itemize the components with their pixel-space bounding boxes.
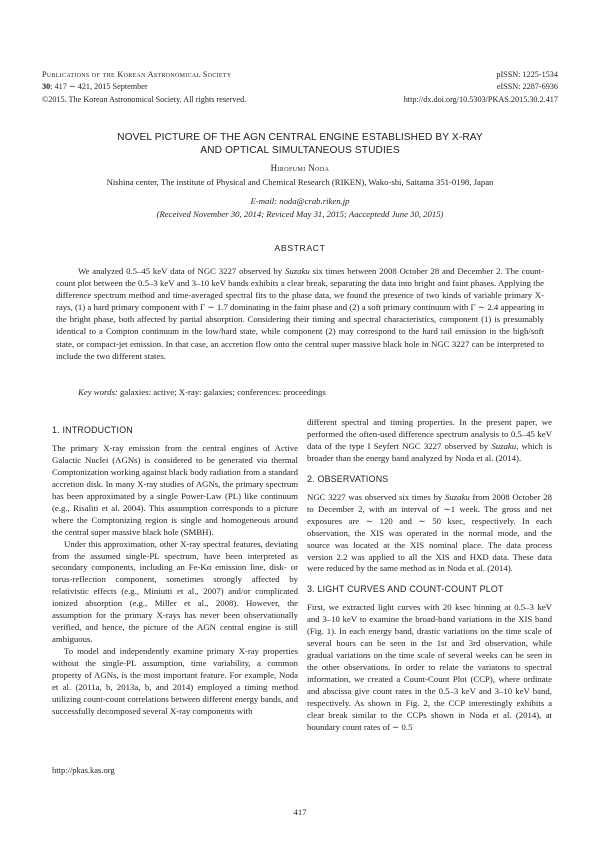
intro-p4-part-1: different spectral and timing properties. In the present paper, we performed the often-used difference spectrum analysis to 0.5–45 keV data of the type I Seyfert NGC 3227 observed by: [307, 417, 552, 451]
intro-paragraph-2: Under this approximation, other X-ray spectral features, deviating from the assumed single-PL spectrum, have been interpreted as secondary components, including an Fe-Kα emission line, disk- or torus-reflection component, sometimes strongly affected by relativistic effects (e.g., Miniutti et al., 2007) and/or complicated ionized absorption (e.g., Miller et al., 2008). However, the assumption for the primary X-rays has never been observationally verified, and hence, the picture of the AGN central engine is still ambiguous.: [52, 538, 298, 645]
pages-date: : 417 ∼ 421, 2015 September: [50, 82, 148, 92]
abstract-part-1: We analyzed 0.5–45 keV data of NGC 3227 observed by: [78, 266, 285, 276]
intro-paragraph-4: [307, 417, 552, 465]
footer-url[interactable]: http://pkas.kas.org: [52, 765, 115, 775]
keywords: [78, 387, 544, 397]
abstract-suzaku: Suzaku: [284, 266, 310, 276]
received-dates: (Received November 30, 2014; Reviced May 31, 2015; Aacceptedd June 30, 2015): [156, 209, 444, 219]
journal-header: [42, 69, 246, 106]
obs-part-1: NGC 3227 was observed six times by: [307, 491, 445, 502]
observations-paragraph: [307, 492, 552, 576]
abstract-text: [56, 265, 544, 362]
left-column: [52, 425, 298, 718]
copyright: ©2015. The Korean Astronomical Society. All rights reserved.: [42, 94, 247, 104]
obs-part-2: from 2008 October 28 to December 2, with an interval of ∼1 week. The gross and net exposures are ∼ 120 and ∼ 50 ksec, respectively. In each observation, the XIS was operated in the normal mode, and the source was located at the XIS nominal place. The data process version 2.2 was applied to all the XIS and HXD data. These data were reduced by the same method as in Noda et al. (2014).: [307, 491, 552, 574]
intro-paragraph-1: The primary X-ray emission from the central engines of Active Galactic Nuclei (AGNs) is considered to be generated via thermal Comptonization working against black body radiation from a standard accretion disk. In many X-ray studies of AGNs, the primary spectrum has been approximated by a single Power-Law (PL) like continuum (e.g., Risaliti et al. 2004). This assumption corresponds to a picture where the Comptonizing region is single and homogeneous around the central super massive black hole (SMBH).: [52, 442, 298, 537]
paper-title: [60, 132, 540, 157]
intro-heading: 1. INTRODUCTION: [52, 425, 133, 435]
intro-p4-suzaku: Suzaku: [491, 440, 517, 451]
abstract-part-2: six times between 2008 October 28 and December 2. The count-count plot between the 0.5–3 keV and 3–10 keV bands exhibits a clear break, separating the data into bright and faint phases. Applying the difference spectrum method and time-averaged spectral fits to the phase data, we found the presence of two kinds of variable primary X-rays, (1) a hard primary component with Γ ∼ 1.7 dominating in the faint phase and (2) a soft primary continuum with Γ ∼ 2.4 appearing in the bright phase, both affected by partial absorption. Considering their timing and spectral characteristics, component (1) is presumably identical to a Compton continuum in the low/hard state, while component (2) may correspond to the hard tail emission in the high/soft state, or compact-jet emission. In that case, an accretion flow onto the central super massive black hole in NGC 3227 can be interpreted to include the two different states.: [56, 266, 545, 361]
affiliation: Nishina center, The institute of Physical and Chemical Research (RIKEN), Wako-shi, Saitama 351-0198, Japan: [106, 177, 494, 187]
abstract-heading: ABSTRACT: [274, 243, 326, 253]
pissn: pISSN: 1225-1534: [496, 70, 558, 79]
author-name: Hirofumi Noda: [270, 163, 330, 173]
keywords-list: galaxies: active; X-ray: galaxies; conferences: proceedings: [117, 387, 326, 397]
author-email[interactable]: E-mail: noda@crab.riken.jp: [250, 196, 350, 206]
volume-number: 30: [42, 82, 51, 92]
intro-p4-part-2: , which is broader than the energy band analyzed by Noda et al. (2014).: [307, 440, 552, 463]
volume-info: [42, 81, 246, 93]
journal-name: Publications of the Korean Astronomical Society: [42, 70, 232, 79]
right-column: [307, 417, 552, 734]
keywords-label: Key words:: [78, 387, 118, 397]
light-curves-paragraph: First, we extracted light curves with 20 ksec binning at 0.5–3 keV and 3–10 keV to examine the broad-band variations in the XIS band (Fig. 1). In each energy band, drastic variations on the time scale of several hours can be seen in the 1st and 3rd observation, while gradual variations on the time scale of several weeks can be seen in the other observations. In order to relate the variatons to spectral information, we created a Count-Count Plot (CCP), where ordinate and abscissa give count rates in the 0.5–3 keV and 3–10 keV band, respectively. As shown in Fig. 2, the CCP interestingly exhibits a clear break similar to the CCPs shown in Noda et al. (2014), at boundary count rates of ∼ 0.5: [307, 602, 552, 732]
title-line-1: NOVEL PICTURE OF THE AGN CENTRAL ENGINE ESTABLISHED BY X-RAY: [117, 132, 483, 143]
doi-link[interactable]: http://dx.doi.org/10.5303/PKAS.2015.30.2.417: [403, 94, 558, 104]
eissn: eISSN: 2287-6936: [496, 82, 558, 92]
light-curves-heading: 3. LIGHT CURVES AND COUNT-COUNT PLOT: [307, 584, 504, 595]
title-line-2: AND OPTICAL SIMULTANEOUS STUDIES: [200, 144, 400, 156]
observations-heading: 2. OBSERVATIONS: [307, 473, 389, 484]
intro-paragraph-3: To model and independently examine primary X-ray properties without the single-PL assumption, time variability, a common property of AGNs, is the most important feature. For example, Noda et al. (2011a, b, 2013a, b, and 2014) employed a timing method utilizing count-count correlations between different energy bands, and successfully decomposed several X-ray components with: [52, 646, 298, 716]
issn-header: [404, 69, 558, 106]
obs-suzaku: Suzaku: [444, 491, 470, 502]
page-number: 417: [293, 807, 307, 817]
